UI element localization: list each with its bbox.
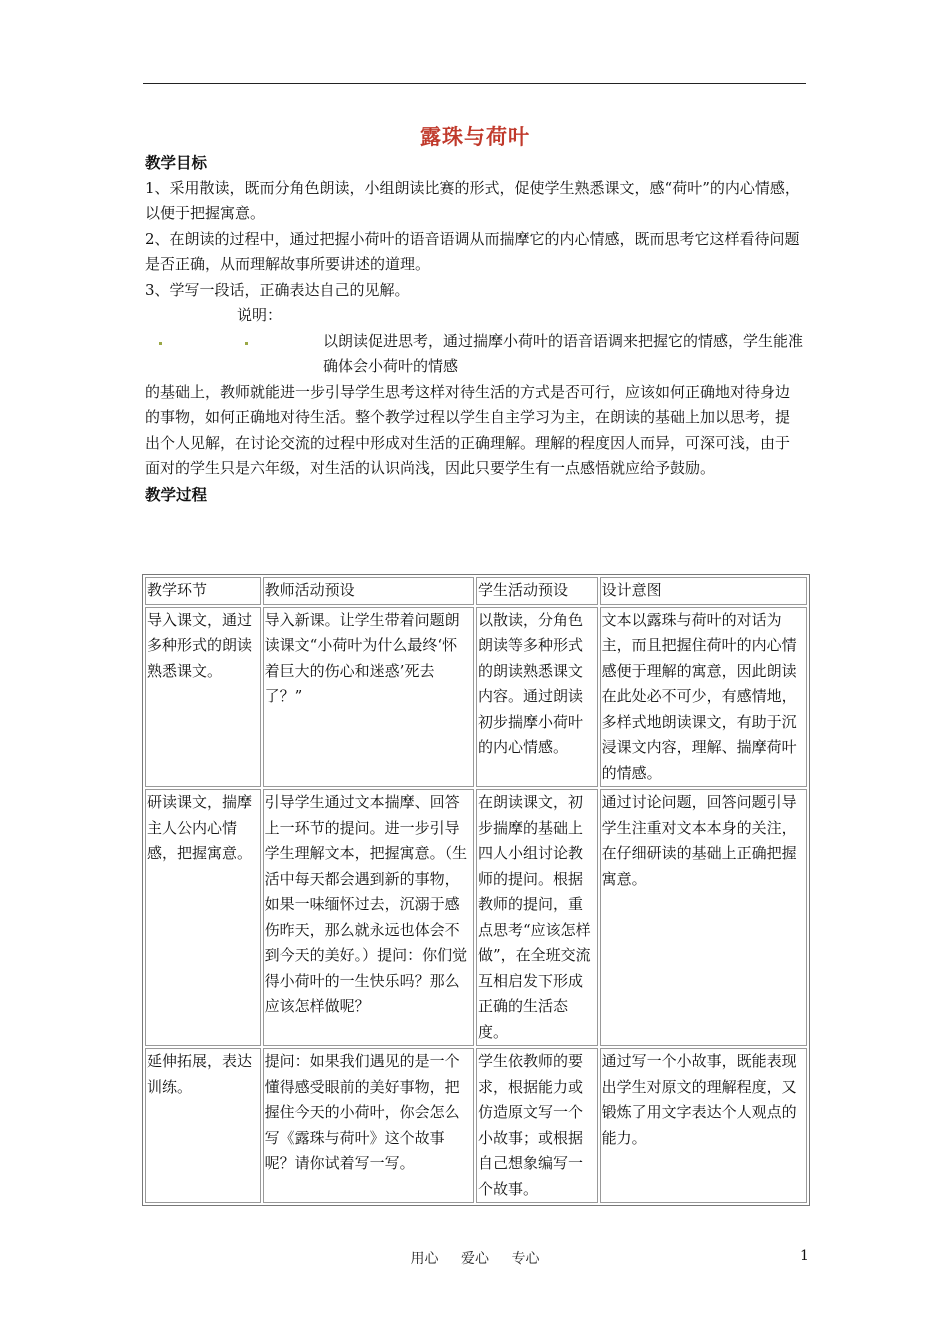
header-stage: 教学环节 bbox=[145, 577, 261, 605]
header-rule bbox=[143, 83, 806, 84]
cell-student: 以散读，分角色朗读等多种形式的朗读熟悉课文内容。通过朗读初步揣摩小荷叶的内心情感。 bbox=[476, 607, 598, 788]
header-intent: 设计意图 bbox=[600, 577, 807, 605]
footer-item: 专心 bbox=[511, 1251, 540, 1267]
table-header-row bbox=[145, 577, 807, 605]
cell-student: 学生依教师的要求，根据能力或仿造原文写一个小故事；或根据自己想象编写一个故事。 bbox=[476, 1048, 598, 1203]
cell-stage: 研读课文，揣摩主人公内心情感，把握寓意。 bbox=[145, 789, 261, 1046]
cell-stage: 延伸拓展，表达训练。 bbox=[145, 1048, 261, 1203]
page-title: 露珠与荷叶 bbox=[420, 124, 530, 149]
scan-dot-2 bbox=[245, 342, 248, 345]
header-teacher: 教师活动预设 bbox=[263, 577, 474, 605]
document-body bbox=[145, 150, 810, 507]
process-table bbox=[142, 574, 810, 1206]
footer-item: 用心 bbox=[410, 1251, 439, 1267]
note-line-2: 的基础上，教师就能进一步引导学生思考这样对待生活的方式是否可行，应该如何正确地对待身边 bbox=[145, 382, 791, 401]
table-row bbox=[145, 789, 807, 1046]
cell-intent: 通过写一个小故事，既能表现出学生对原文的理解程度，又锻炼了用文字表达个人观点的能力。 bbox=[600, 1048, 807, 1203]
cell-student: 在朗读课文，初步揣摩的基础上四人小组讨论教师的提问。根据教师的提问，重点思考“应该怎样做”，在全班交流互相启发下形成正确的生活态度。 bbox=[476, 789, 598, 1046]
note-line-3: 的事物，如何正确地对待生活。整个教学过程以学生自主学习为主，在朗读的基础上加以思考，提 bbox=[145, 408, 791, 426]
note-line-1-text: 以朗读促进思考，通过揣摩小荷叶的语音语调来把握它的情感，学生能准确体会小荷叶的情感 bbox=[323, 331, 804, 375]
note-line-1 bbox=[145, 329, 810, 380]
header-student: 学生活动预设 bbox=[476, 577, 598, 605]
cell-intent: 文本以露珠与荷叶的对话为主，而且把握住荷叶的内心情感便于理解的寓意，因此朗读在此处必不可少，有感情地，多样式地朗读课文，有助于沉浸课文内容，理解、揣摩荷叶的情感。 bbox=[600, 607, 807, 788]
goal-item-2: 2、在朗读的过程中，通过把握小荷叶的语音语调从而揣摩它的内心情感，既而思考它这样看待问题是否正确，从而理解故事所要讲述的道理。 bbox=[145, 229, 800, 273]
process-heading: 教学过程 bbox=[145, 484, 208, 504]
note-label: 说明： bbox=[237, 306, 283, 324]
cell-teacher: 提问：如果我们遇见的是一个懂得感受眼前的美好事物，把握住今天的小荷叶，你会怎么写《露珠与荷叶》这个故事呢？请你试着写一写。 bbox=[263, 1048, 474, 1203]
scan-dot-1 bbox=[159, 342, 162, 345]
table-row bbox=[145, 1048, 807, 1203]
cell-intent: 通过讨论问题，回答问题引导学生注重对文本本身的关注，在仔细研读的基础上正确把握寓意。 bbox=[600, 789, 807, 1046]
cell-teacher: 导入新课。让学生带着问题朗读课文“小荷叶为什么最终‘怀着巨大的伤心和迷惑’死去了？” bbox=[263, 607, 474, 788]
cell-stage: 导入课文，通过多种形式的朗读熟悉课文。 bbox=[145, 607, 261, 788]
goal-item-1: 1、采用散读，既而分角色朗读，小组朗读比赛的形式，促使学生熟悉课文，感“荷叶”的内心情感，以便于把握寓意。 bbox=[145, 178, 800, 222]
table-row bbox=[145, 607, 807, 788]
footer-item: 爱心 bbox=[461, 1251, 489, 1267]
note-line-5: 面对的学生只是六年级，对生活的认识尚浅，因此只要学生有一点感悟就应给予鼓励。 bbox=[145, 459, 716, 477]
goals-heading: 教学目标 bbox=[145, 153, 208, 172]
note-line-4: 出个人见解，在讨论交流的过程中形成对生活的正确理解。理解的程度因人而异，可深可浅，由于 bbox=[145, 433, 791, 452]
goal-item-3: 3、学写一段话，正确表达自己的见解。 bbox=[145, 280, 410, 299]
cell-teacher: 引导学生通过文本揣摩、回答上一环节的提问。进一步引导学生理解文本，把握寓意。（生活中每天都会遇到新的事物，如果一味缅怀过去，沉溺于感伤昨天，那么就永远也体会不到今天的美好。）提问：你们觉得小荷叶的一生快乐吗？那么应该怎样做呢？ bbox=[263, 789, 474, 1046]
page-number: 1 bbox=[800, 1248, 809, 1264]
